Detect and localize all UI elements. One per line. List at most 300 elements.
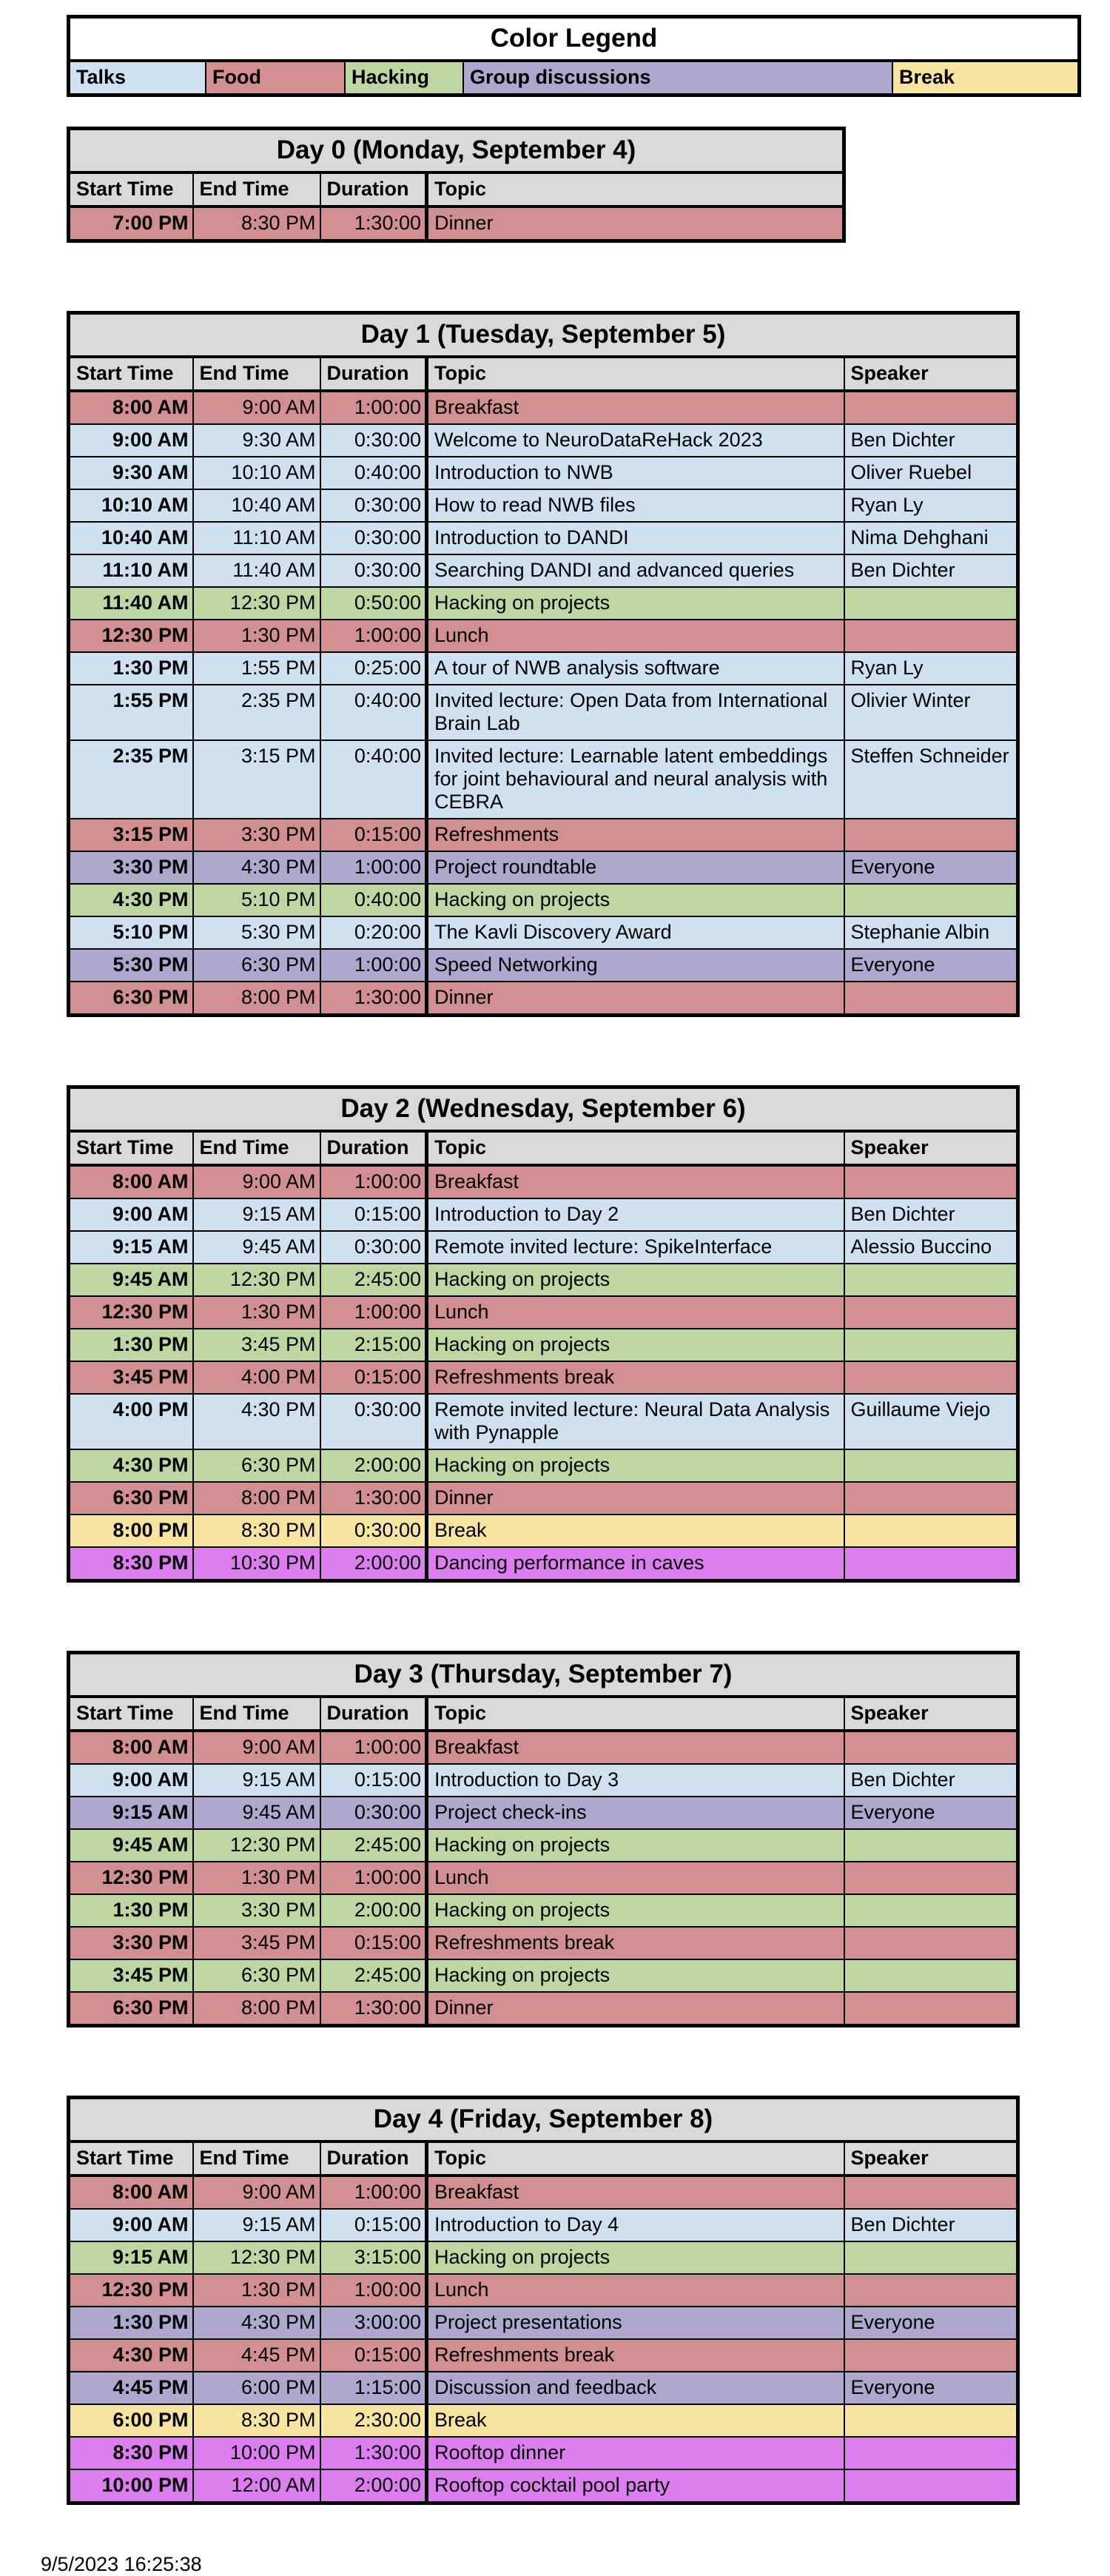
start-time-cell: 9:30 AM — [69, 457, 193, 489]
end-time-cell: 4:30 PM — [193, 2307, 320, 2339]
end-time-cell: 10:10 AM — [193, 457, 320, 489]
start-time-cell: 4:45 PM — [69, 2372, 193, 2404]
start-time-cell: 3:30 PM — [69, 1927, 193, 1959]
topic-cell: Hacking on projects — [427, 2241, 844, 2274]
topic-cell: Dinner — [427, 982, 844, 1016]
schedule-row — [69, 1797, 1018, 1829]
day-title-row — [69, 1653, 1018, 1697]
start-time-cell: 9:00 AM — [69, 1764, 193, 1797]
schedule-row — [69, 1764, 1018, 1797]
topic-cell: Hacking on projects — [427, 1449, 844, 1482]
duration-cell: 2:45:00 — [320, 1959, 427, 1992]
speaker-cell: Ben Dichter — [844, 2209, 1018, 2241]
topic-cell: Break — [427, 2404, 844, 2437]
duration-cell: 2:00:00 — [320, 1894, 427, 1927]
speaker-cell: Everyone — [844, 2307, 1018, 2339]
start-time-cell: 3:30 PM — [69, 851, 193, 884]
column-header: Topic — [427, 2141, 844, 2176]
topic-cell: Introduction to DANDI — [427, 522, 844, 554]
topic-cell: Introduction to NWB — [427, 457, 844, 489]
start-time-cell: 11:40 AM — [69, 587, 193, 620]
end-time-cell: 9:15 AM — [193, 1198, 320, 1231]
topic-cell: Refreshments break — [427, 2339, 844, 2372]
start-time-cell: 12:30 PM — [69, 620, 193, 652]
start-time-cell: 4:00 PM — [69, 1394, 193, 1449]
day-table — [67, 1651, 1020, 2027]
speaker-cell — [844, 391, 1018, 424]
column-header: End Time — [193, 172, 320, 207]
duration-cell: 0:40:00 — [320, 457, 427, 489]
duration-cell: 1:00:00 — [320, 1862, 427, 1894]
end-time-cell: 8:30 PM — [193, 207, 320, 241]
end-time-cell: 9:00 AM — [193, 2176, 320, 2209]
schedule-row — [69, 2176, 1018, 2209]
speaker-cell: Everyone — [844, 2372, 1018, 2404]
duration-cell: 2:00:00 — [320, 1547, 427, 1581]
end-time-cell: 12:30 PM — [193, 2241, 320, 2274]
schedule-row — [69, 2469, 1018, 2503]
start-time-cell: 1:30 PM — [69, 652, 193, 685]
speaker-cell: Nima Dehghani — [844, 522, 1018, 554]
end-time-cell: 4:30 PM — [193, 1394, 320, 1449]
end-time-cell: 11:40 AM — [193, 554, 320, 587]
topic-cell: Dinner — [427, 1992, 844, 2026]
day-title-row — [69, 1087, 1018, 1132]
start-time-cell: 8:00 PM — [69, 1515, 193, 1547]
start-time-cell: 10:40 AM — [69, 522, 193, 554]
start-time-cell: 8:00 AM — [69, 1165, 193, 1198]
topic-cell: Breakfast — [427, 391, 844, 424]
start-time-cell: 6:00 PM — [69, 2404, 193, 2437]
topic-cell: Invited lecture: Learnable latent embeddings for joint behavioural and neural analysis with CEBRA — [427, 740, 844, 819]
duration-cell: 1:00:00 — [320, 1296, 427, 1329]
duration-cell: 1:30:00 — [320, 1992, 427, 2026]
column-header: Start Time — [69, 1131, 193, 1165]
speaker-cell — [844, 2274, 1018, 2307]
end-time-cell: 6:00 PM — [193, 2372, 320, 2404]
speaker-cell: Stephanie Albin — [844, 916, 1018, 949]
duration-cell: 1:00:00 — [320, 2274, 427, 2307]
speaker-cell: Ben Dichter — [844, 424, 1018, 457]
day-title: Day 4 (Friday, September 8) — [69, 2098, 1018, 2142]
start-time-cell: 10:10 AM — [69, 489, 193, 522]
duration-cell: 0:30:00 — [320, 554, 427, 587]
schedule-row — [69, 1959, 1018, 1992]
schedule-row — [69, 2274, 1018, 2307]
topic-cell: Rooftop dinner — [427, 2437, 844, 2469]
day-title: Day 3 (Thursday, September 7) — [69, 1653, 1018, 1697]
schedule-row — [69, 1927, 1018, 1959]
column-header: Speaker — [844, 357, 1018, 391]
day-tables-container — [0, 127, 1110, 2505]
legend-item-hacking: Hacking — [345, 61, 463, 95]
day-title: Day 1 (Tuesday, September 5) — [69, 313, 1018, 358]
start-time-cell: 12:30 PM — [69, 2274, 193, 2307]
schedule-row — [69, 207, 844, 241]
end-time-cell: 5:30 PM — [193, 916, 320, 949]
topic-cell: Hacking on projects — [427, 884, 844, 916]
topic-cell: Project presentations — [427, 2307, 844, 2339]
schedule-row — [69, 1198, 1018, 1231]
start-time-cell: 9:45 AM — [69, 1829, 193, 1862]
start-time-cell: 2:35 PM — [69, 740, 193, 819]
schedule-row — [69, 1731, 1018, 1764]
day-title: Day 2 (Wednesday, September 6) — [69, 1087, 1018, 1132]
column-header: Speaker — [844, 1697, 1018, 1731]
end-time-cell: 9:15 AM — [193, 2209, 320, 2241]
end-time-cell: 4:45 PM — [193, 2339, 320, 2372]
schedule-row — [69, 1829, 1018, 1862]
column-header-row — [69, 1697, 1018, 1731]
schedule-row — [69, 1515, 1018, 1547]
start-time-cell: 3:45 PM — [69, 1959, 193, 1992]
duration-cell: 1:15:00 — [320, 2372, 427, 2404]
schedule-row — [69, 1992, 1018, 2026]
end-time-cell: 4:30 PM — [193, 851, 320, 884]
start-time-cell: 5:10 PM — [69, 916, 193, 949]
topic-cell: Searching DANDI and advanced queries — [427, 554, 844, 587]
schedule-row — [69, 1547, 1018, 1581]
end-time-cell: 8:00 PM — [193, 982, 320, 1016]
schedule-row — [69, 685, 1018, 740]
schedule-row — [69, 1449, 1018, 1482]
legend-item-talks: Talks — [69, 61, 206, 95]
speaker-cell: Ben Dichter — [844, 1198, 1018, 1231]
duration-cell: 0:15:00 — [320, 2209, 427, 2241]
column-header: Duration — [320, 357, 427, 391]
duration-cell: 0:30:00 — [320, 1797, 427, 1829]
topic-cell: Hacking on projects — [427, 1264, 844, 1296]
duration-cell: 1:00:00 — [320, 1165, 427, 1198]
speaker-cell — [844, 1731, 1018, 1764]
speaker-cell — [844, 884, 1018, 916]
duration-cell: 1:00:00 — [320, 949, 427, 982]
topic-cell: Dinner — [427, 207, 844, 241]
topic-cell: Invited lecture: Open Data from International Brain Lab — [427, 685, 844, 740]
speaker-cell — [844, 2404, 1018, 2437]
duration-cell: 0:30:00 — [320, 489, 427, 522]
speaker-cell — [844, 2176, 1018, 2209]
duration-cell: 0:30:00 — [320, 522, 427, 554]
speaker-cell — [844, 1482, 1018, 1515]
schedule-row — [69, 522, 1018, 554]
end-time-cell: 9:15 AM — [193, 1764, 320, 1797]
schedule-row — [69, 851, 1018, 884]
end-time-cell: 5:10 PM — [193, 884, 320, 916]
start-time-cell: 6:30 PM — [69, 982, 193, 1016]
speaker-cell — [844, 620, 1018, 652]
end-time-cell: 3:30 PM — [193, 819, 320, 851]
speaker-cell: Everyone — [844, 949, 1018, 982]
start-time-cell: 9:15 AM — [69, 1797, 193, 1829]
column-header: Duration — [320, 172, 427, 207]
duration-cell: 1:30:00 — [320, 207, 427, 241]
schedule-row — [69, 2437, 1018, 2469]
schedule-row — [69, 457, 1018, 489]
duration-cell: 0:50:00 — [320, 587, 427, 620]
end-time-cell: 6:30 PM — [193, 949, 320, 982]
speaker-cell — [844, 1361, 1018, 1394]
duration-cell: 3:00:00 — [320, 2307, 427, 2339]
end-time-cell: 10:30 PM — [193, 1547, 320, 1581]
topic-cell: Remote invited lecture: Neural Data Analysis with Pynapple — [427, 1394, 844, 1449]
start-time-cell: 8:30 PM — [69, 1547, 193, 1581]
topic-cell: Break — [427, 1515, 844, 1547]
schedule-row — [69, 916, 1018, 949]
duration-cell: 0:25:00 — [320, 652, 427, 685]
duration-cell: 2:30:00 — [320, 2404, 427, 2437]
start-time-cell: 4:30 PM — [69, 2339, 193, 2372]
start-time-cell: 6:30 PM — [69, 1992, 193, 2026]
start-time-cell: 9:00 AM — [69, 424, 193, 457]
schedule-row — [69, 2339, 1018, 2372]
column-header: Start Time — [69, 172, 193, 207]
speaker-cell — [844, 587, 1018, 620]
start-time-cell: 9:45 AM — [69, 1264, 193, 1296]
topic-cell: Breakfast — [427, 1165, 844, 1198]
column-header: End Time — [193, 357, 320, 391]
speaker-cell — [844, 982, 1018, 1016]
speaker-cell — [844, 2339, 1018, 2372]
topic-cell: A tour of NWB analysis software — [427, 652, 844, 685]
column-header: Topic — [427, 1697, 844, 1731]
end-time-cell: 10:00 PM — [193, 2437, 320, 2469]
column-header: End Time — [193, 1697, 320, 1731]
end-time-cell: 12:00 AM — [193, 2469, 320, 2503]
schedule-row — [69, 1862, 1018, 1894]
legend-item-break: Break — [892, 61, 1080, 95]
column-header: Start Time — [69, 1697, 193, 1731]
topic-cell: Lunch — [427, 2274, 844, 2307]
duration-cell: 2:15:00 — [320, 1329, 427, 1361]
speaker-cell: Everyone — [844, 1797, 1018, 1829]
column-header-row — [69, 2141, 1018, 2176]
end-time-cell: 12:30 PM — [193, 1829, 320, 1862]
start-time-cell: 9:15 AM — [69, 1231, 193, 1264]
schedule-row — [69, 982, 1018, 1016]
start-time-cell: 10:00 PM — [69, 2469, 193, 2503]
speaker-cell: Guillaume Viejo — [844, 1394, 1018, 1449]
end-time-cell: 1:55 PM — [193, 652, 320, 685]
schedule-row — [69, 2307, 1018, 2339]
duration-cell: 0:15:00 — [320, 1198, 427, 1231]
legend-item-food: Food — [206, 61, 345, 95]
topic-cell: Remote invited lecture: SpikeInterface — [427, 1231, 844, 1264]
duration-cell: 3:15:00 — [320, 2241, 427, 2274]
day-title-row — [69, 2098, 1018, 2142]
topic-cell: Introduction to Day 4 — [427, 2209, 844, 2241]
duration-cell: 1:30:00 — [320, 2437, 427, 2469]
schedule-row — [69, 1394, 1018, 1449]
duration-cell: 0:15:00 — [320, 2339, 427, 2372]
start-time-cell: 8:30 PM — [69, 2437, 193, 2469]
end-time-cell: 4:00 PM — [193, 1361, 320, 1394]
end-time-cell: 8:00 PM — [193, 1992, 320, 2026]
speaker-cell: Ryan Ly — [844, 652, 1018, 685]
schedule-row — [69, 2372, 1018, 2404]
schedule-row — [69, 949, 1018, 982]
column-header-row — [69, 172, 844, 207]
column-header: Start Time — [69, 357, 193, 391]
end-time-cell: 9:00 AM — [193, 1731, 320, 1764]
speaker-cell: Everyone — [844, 851, 1018, 884]
schedule-row — [69, 1329, 1018, 1361]
column-header: Topic — [427, 172, 844, 207]
speaker-cell — [844, 1862, 1018, 1894]
end-time-cell: 9:00 AM — [193, 1165, 320, 1198]
duration-cell: 0:15:00 — [320, 1764, 427, 1797]
topic-cell: Hacking on projects — [427, 1894, 844, 1927]
schedule-row — [69, 1165, 1018, 1198]
duration-cell: 0:30:00 — [320, 1231, 427, 1264]
schedule-row — [69, 884, 1018, 916]
schedule-row — [69, 489, 1018, 522]
topic-cell: Rooftop cocktail pool party — [427, 2469, 844, 2503]
column-header: Speaker — [844, 1131, 1018, 1165]
end-time-cell: 8:30 PM — [193, 1515, 320, 1547]
end-time-cell: 1:30 PM — [193, 2274, 320, 2307]
speaker-cell — [844, 1547, 1018, 1581]
schedule-row — [69, 587, 1018, 620]
speaker-cell — [844, 2437, 1018, 2469]
day-table — [67, 311, 1020, 1017]
speaker-cell: Olivier Winter — [844, 685, 1018, 740]
speaker-cell — [844, 1449, 1018, 1482]
duration-cell: 0:40:00 — [320, 884, 427, 916]
start-time-cell: 1:55 PM — [69, 685, 193, 740]
start-time-cell: 8:00 AM — [69, 1731, 193, 1764]
day-title: Day 0 (Monday, September 4) — [69, 129, 844, 173]
duration-cell: 1:00:00 — [320, 391, 427, 424]
legend-swatch-row — [69, 61, 1080, 95]
schedule-row — [69, 391, 1018, 424]
duration-cell: 1:00:00 — [320, 851, 427, 884]
schedule-row — [69, 1361, 1018, 1394]
topic-cell: Introduction to Day 3 — [427, 1764, 844, 1797]
topic-cell: Breakfast — [427, 1731, 844, 1764]
schedule-row — [69, 1296, 1018, 1329]
topic-cell: Dancing performance in caves — [427, 1547, 844, 1581]
day-table — [67, 1085, 1020, 1583]
start-time-cell: 1:30 PM — [69, 1329, 193, 1361]
start-time-cell: 4:30 PM — [69, 884, 193, 916]
topic-cell: Hacking on projects — [427, 1959, 844, 1992]
end-time-cell: 10:40 AM — [193, 489, 320, 522]
duration-cell: 2:00:00 — [320, 1449, 427, 1482]
schedule-row — [69, 424, 1018, 457]
duration-cell: 1:00:00 — [320, 2176, 427, 2209]
topic-cell: Lunch — [427, 620, 844, 652]
duration-cell: 0:30:00 — [320, 424, 427, 457]
schedule-row — [69, 1482, 1018, 1515]
topic-cell: Breakfast — [427, 2176, 844, 2209]
topic-cell: Welcome to NeuroDataReHack 2023 — [427, 424, 844, 457]
column-header: Duration — [320, 2141, 427, 2176]
print-timestamp: 9/5/2023 16:25:38 — [41, 2553, 202, 2575]
column-header: Topic — [427, 357, 844, 391]
start-time-cell: 4:30 PM — [69, 1449, 193, 1482]
duration-cell: 2:45:00 — [320, 1829, 427, 1862]
speaker-cell — [844, 1329, 1018, 1361]
duration-cell: 0:15:00 — [320, 819, 427, 851]
duration-cell: 2:45:00 — [320, 1264, 427, 1296]
duration-cell: 1:30:00 — [320, 1482, 427, 1515]
color-legend-table — [67, 15, 1081, 97]
topic-cell: Project roundtable — [427, 851, 844, 884]
schedule-row — [69, 2209, 1018, 2241]
legend-title-row — [69, 17, 1080, 61]
start-time-cell: 7:00 PM — [69, 207, 193, 241]
schedule-row — [69, 1894, 1018, 1927]
speaker-cell: Ryan Ly — [844, 489, 1018, 522]
topic-cell: Refreshments break — [427, 1361, 844, 1394]
schedule-row — [69, 1231, 1018, 1264]
start-time-cell: 11:10 AM — [69, 554, 193, 587]
column-header: Duration — [320, 1131, 427, 1165]
start-time-cell: 1:30 PM — [69, 2307, 193, 2339]
end-time-cell: 1:30 PM — [193, 1862, 320, 1894]
end-time-cell: 8:30 PM — [193, 2404, 320, 2437]
schedule-row — [69, 2404, 1018, 2437]
start-time-cell: 9:00 AM — [69, 2209, 193, 2241]
day-table — [67, 2096, 1020, 2505]
end-time-cell: 3:30 PM — [193, 1894, 320, 1927]
end-time-cell: 3:15 PM — [193, 740, 320, 819]
topic-cell: Lunch — [427, 1862, 844, 1894]
end-time-cell: 9:00 AM — [193, 391, 320, 424]
column-header-row — [69, 1131, 1018, 1165]
schedule-row — [69, 819, 1018, 851]
speaker-cell: Alessio Buccino — [844, 1231, 1018, 1264]
day-title-row — [69, 129, 844, 173]
speaker-cell — [844, 1959, 1018, 1992]
day-title-row — [69, 313, 1018, 358]
duration-cell: 0:40:00 — [320, 685, 427, 740]
topic-cell: Project check-ins — [427, 1797, 844, 1829]
end-time-cell: 12:30 PM — [193, 1264, 320, 1296]
start-time-cell: 1:30 PM — [69, 1894, 193, 1927]
end-time-cell: 3:45 PM — [193, 1329, 320, 1361]
schedule-row — [69, 554, 1018, 587]
topic-cell: Lunch — [427, 1296, 844, 1329]
speaker-cell — [844, 2241, 1018, 2274]
start-time-cell: 5:30 PM — [69, 949, 193, 982]
end-time-cell: 6:30 PM — [193, 1449, 320, 1482]
column-header: Topic — [427, 1131, 844, 1165]
end-time-cell: 9:45 AM — [193, 1797, 320, 1829]
speaker-cell — [844, 1264, 1018, 1296]
topic-cell: Hacking on projects — [427, 1329, 844, 1361]
duration-cell: 0:15:00 — [320, 1361, 427, 1394]
column-header: End Time — [193, 1131, 320, 1165]
speaker-cell: Steffen Schneider — [844, 740, 1018, 819]
start-time-cell: 3:15 PM — [69, 819, 193, 851]
end-time-cell: 1:30 PM — [193, 620, 320, 652]
schedule-row — [69, 2241, 1018, 2274]
start-time-cell: 9:00 AM — [69, 1198, 193, 1231]
duration-cell: 0:15:00 — [320, 1927, 427, 1959]
duration-cell: 0:40:00 — [320, 740, 427, 819]
start-time-cell: 8:00 AM — [69, 391, 193, 424]
end-time-cell: 9:45 AM — [193, 1231, 320, 1264]
end-time-cell: 11:10 AM — [193, 522, 320, 554]
schedule-row — [69, 620, 1018, 652]
schedule-row — [69, 652, 1018, 685]
speaker-cell — [844, 1992, 1018, 2026]
start-time-cell: 12:30 PM — [69, 1862, 193, 1894]
speaker-cell — [844, 819, 1018, 851]
topic-cell: Refreshments — [427, 819, 844, 851]
